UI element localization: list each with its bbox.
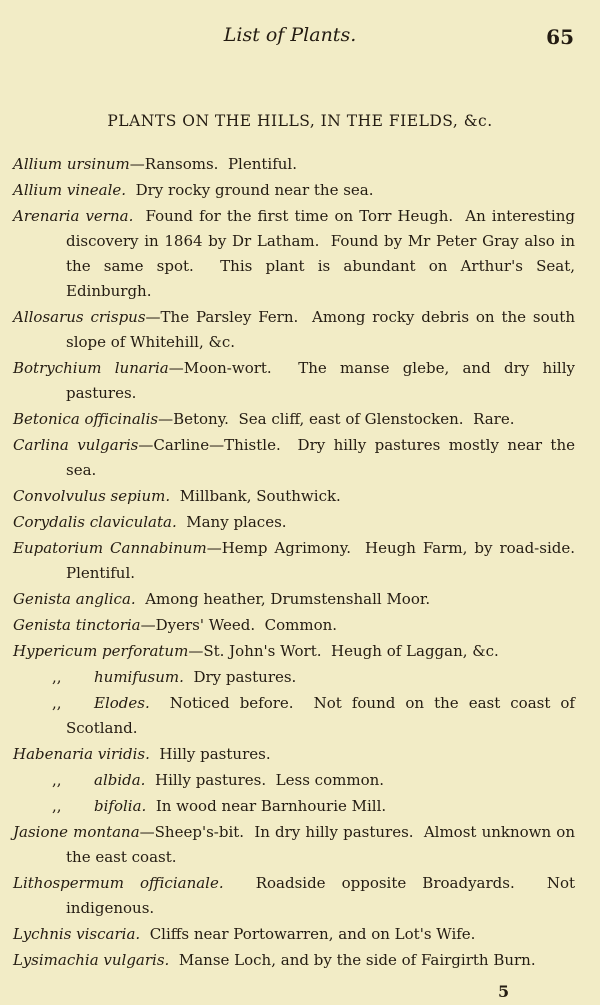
plant-entry — [13, 639, 575, 664]
ditto-mark: ,, — [52, 668, 62, 686]
plant-entry — [13, 820, 580, 870]
plant-description: —Betony. Sea cliff, east of Glenstocken. Rare. — [158, 410, 515, 428]
running-title: List of Plants. — [223, 24, 357, 46]
plant-description: Noticed before. Not found on the east coast of Scotland. — [66, 694, 580, 737]
plant-description: Roadside opposite Broadyards. Not indigenous. — [66, 874, 580, 917]
plant-entry — [13, 768, 575, 793]
plant-description: —Sheep's-bit. In dry hilly pastures. Almost unknown on the east coast. — [66, 823, 580, 866]
plant-latin-name: bifolia. — [94, 797, 147, 815]
plant-entry — [13, 305, 580, 355]
plant-latin-name: Convolvulus sepium. — [13, 487, 171, 505]
section-heading: PLANTS ON THE HILLS, IN THE FIELDS, &c. — [107, 112, 493, 130]
plant-entry — [13, 433, 580, 483]
plant-latin-name: Genista tinctoria — [13, 616, 141, 634]
ditto-mark: ,, — [52, 771, 62, 789]
plant-latin-name: Genista anglica. — [13, 590, 136, 608]
plant-latin-name: Lysimachia vulgaris. — [13, 951, 170, 969]
plant-latin-name: albida. — [94, 771, 146, 789]
plant-latin-name: Corydalis claviculata. — [13, 513, 177, 531]
plant-description: —St. John's Wort. Heugh of Laggan, &c. — [188, 642, 499, 660]
plant-entry — [13, 407, 575, 432]
plant-description: —The Parsley Fern. Among rocky debris on the south slope of Whitehill, &c. — [66, 308, 580, 351]
plant-entry — [13, 742, 575, 767]
plant-latin-name: Habenaria viridis. — [13, 745, 150, 763]
plant-latin-name: Hypericum perforatum — [13, 642, 189, 660]
plant-description: Hilly pastures. Less common. — [145, 771, 385, 789]
plant-description: —Dyers' Weed. Common. — [140, 616, 338, 634]
plant-latin-name: humifusum. — [94, 668, 184, 686]
plant-description: Found for the first time on Torr Heugh. An interesting discovery in 1864 by Dr Latham. Found by Mr Peter Gray also in the same spot. This plant is abundant on Arthur's Seat, Edinburgh. — [66, 207, 580, 300]
plant-entry — [13, 691, 580, 741]
plant-entry — [13, 922, 575, 947]
ditto-mark: ,, — [52, 694, 62, 712]
plant-entry — [13, 152, 575, 177]
plant-entry — [13, 665, 575, 690]
plant-entry — [13, 794, 575, 819]
running-head — [0, 24, 600, 48]
plant-latin-name: Allium ursinum — [13, 155, 130, 173]
plant-entry — [13, 178, 575, 203]
plant-latin-name: Jasione montana — [13, 823, 140, 841]
plant-latin-name: Allium vineale. — [13, 181, 127, 199]
plant-description: Cliffs near Portowarren, and on Lot's Wife. — [140, 925, 476, 943]
page-number: 65 — [546, 25, 574, 49]
plant-description: Many places. — [176, 513, 287, 531]
plant-description: —Carline—Thistle. Dry hilly pastures mostly near the sea. — [66, 436, 580, 479]
plant-entry — [13, 484, 575, 509]
plant-latin-name: Elodes. — [94, 694, 150, 712]
plant-latin-name: Lychnis viscaria. — [13, 925, 141, 943]
plant-entry — [13, 536, 585, 586]
plant-description: Hilly pastures. — [149, 745, 271, 763]
plant-entry — [13, 587, 575, 612]
plant-list — [13, 152, 585, 974]
plant-description: Millbank, Southwick. — [170, 487, 341, 505]
plant-entry — [13, 871, 580, 921]
plant-entry — [13, 510, 575, 535]
plant-latin-name: Arenaria verna. — [13, 207, 134, 225]
plant-description: Among heather, Drumstenshall Moor. — [135, 590, 431, 608]
plant-latin-name: Eupatorium Cannabinum — [13, 539, 207, 557]
plant-entry — [13, 204, 580, 304]
plant-latin-name: Allosarus crispus — [13, 308, 146, 326]
plant-entry — [13, 613, 575, 638]
plant-description: Manse Loch, and by the side of Fairgirth Burn. — [169, 951, 536, 969]
plant-entry — [13, 356, 580, 406]
plant-description: Dry rocky ground near the sea. — [126, 181, 374, 199]
signature-mark: 5 — [498, 982, 510, 1001]
plant-latin-name: Betonica officinalis — [13, 410, 159, 428]
ditto-mark: ,, — [52, 797, 62, 815]
plant-latin-name: Lithospermum officianale. — [13, 874, 224, 892]
plant-latin-name: Botrychium lunaria — [13, 359, 169, 377]
plant-latin-name: Carlina vulgaris — [13, 436, 139, 454]
plant-description: —Moon-wort. The manse glebe, and dry hilly pastures. — [66, 359, 580, 402]
plant-entry — [13, 948, 575, 973]
plant-description: —Hemp Agrimony. Heugh Farm, by road-side. Plentiful. — [66, 539, 585, 582]
plant-description: —Ransoms. Plentiful. — [129, 155, 297, 173]
plant-description: In wood near Barnhourie Mill. — [146, 797, 387, 815]
plant-description: Dry pastures. — [183, 668, 297, 686]
